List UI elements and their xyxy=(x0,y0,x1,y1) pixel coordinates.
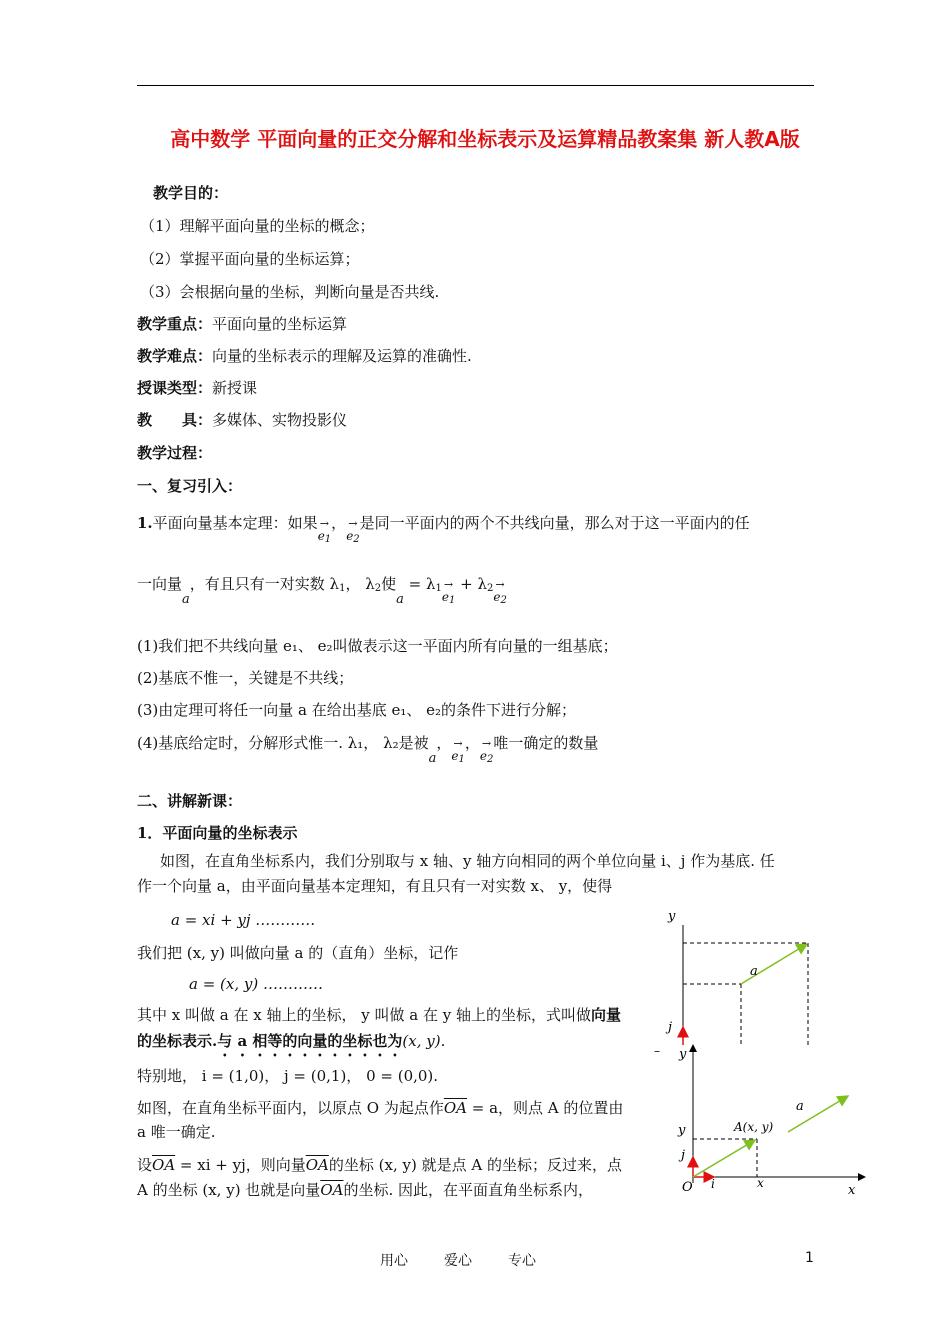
objectives-heading: 教学目的： xyxy=(153,184,229,202)
page-number: 1 xyxy=(805,1250,814,1266)
footer-motto: 用心 爱心 专心 xyxy=(380,1253,536,1269)
header-rule xyxy=(137,85,814,86)
upper-j-label: j xyxy=(668,1020,673,1035)
note-1: (1)我们把不共线向量 e₁、 e₂叫做表示这一平面内所有向量的一组基底； xyxy=(137,637,618,655)
equation-1: a = xi + yj ………… xyxy=(171,911,316,929)
svg-text:–: – xyxy=(654,1044,660,1058)
para6-line2: A 的坐标 (x, y) 也就是向量$\overline{OA}$的坐标. 因此，在平面直角坐标系内， xyxy=(137,1181,593,1199)
note-3: (3)由定理可将任一向量 a 在给出基底 e₁、 e₂的条件下进行分解； xyxy=(137,701,577,719)
equation-2: a = (x, y) ………… xyxy=(189,975,323,993)
lower-a-label: a xyxy=(796,1099,804,1114)
theorem-line-1: 1.平面向量基本定理：如果 → $e_1$， → $e_2$是同一平面内的两个不共线向量，那么对于这一平面内的任 xyxy=(137,514,750,545)
difficulty: 教学难点：向量的坐标表示的理解及运算的准确性. xyxy=(137,347,472,365)
section2-sub1: 1．平面向量的坐标表示 xyxy=(137,824,298,842)
theorem-line-2: 一向量a，有且只有一对实数 $\lambda_1$， $\lambda_2$使$a = \lambda_1$ → $e_1 + \lambda_2$ → $e_2$ xyxy=(137,575,507,607)
process-heading: 教学过程： xyxy=(137,444,213,462)
i-label: i xyxy=(711,1177,715,1191)
para4: 特别地， i = (1,0)， j = (0,1)， 0 = (0,0). xyxy=(137,1067,439,1085)
objective-2: （2）掌握平面向量的坐标运算； xyxy=(140,250,360,268)
point-A-label: A(x, y) xyxy=(734,1120,774,1134)
section1-heading: 一、复习引入： xyxy=(137,477,243,495)
para5-line2: a 唯一确定. xyxy=(137,1123,216,1141)
teaching-tools: 教 具：多媒体、实物投影仪 xyxy=(137,411,348,429)
lower-y-label: y xyxy=(679,1047,687,1062)
origin-label: O xyxy=(682,1180,693,1195)
vector-OA xyxy=(693,1140,755,1177)
note-4: (4)基底给定时，分解形式惟一. λ₁， λ₂是被a， → $e_1$， → $e_2$唯一确定的数量 xyxy=(137,734,599,766)
upper-a-label: a xyxy=(750,964,758,979)
note-2: (2)基底不惟一，关键是不共线； xyxy=(137,669,354,687)
x-axis-label: x xyxy=(848,1183,856,1198)
upper-y-label: y xyxy=(668,909,676,924)
document-title: 高中数学 平面向量的正交分解和坐标表示及运算精品教案集 新人教A版 xyxy=(170,127,800,151)
para1-line2: 作一个向量 a，由平面向量基本定理知，有且只有一对实数 x、 y，使得 xyxy=(137,877,613,895)
y-tick-label: y xyxy=(678,1123,686,1138)
para1-line1: 如图，在直角坐标系内，我们分别取与 x 轴、y 轴方向相同的两个单位向量 i、j 作为基底. 任 xyxy=(160,852,775,870)
coordinate-figure xyxy=(650,905,870,1205)
key-point: 教学重点：平面向量的坐标运算 xyxy=(137,315,348,333)
para6-line1: 设$\overline{OA}$ = xi + yj，则向量$\overline{OA}$的坐标 (x, y) 就是点 A 的坐标；反过来，点 xyxy=(137,1156,622,1174)
lesson-type: 授课类型：新授课 xyxy=(137,379,258,397)
objective-1: （1）理解平面向量的坐标的概念； xyxy=(140,217,375,235)
para2: 我们把 (x, y) 叫做向量 a 的（直角）坐标，记作 xyxy=(137,944,459,962)
j-label: j xyxy=(681,1148,686,1163)
para5-line1: 如图，在直角坐标平面内，以原点 O 为起点作$\overline{OA} = a$，则点 A 的位置由 xyxy=(137,1099,624,1117)
objective-3: （3）会根据向量的坐标，判断向量是否共线. xyxy=(140,283,440,301)
para3-line2: 的坐标表示.与 a 相等的向量的坐标也为(x, y). xyxy=(137,1032,446,1050)
section2-heading: 二、讲解新课： xyxy=(137,792,243,810)
x-tick-label: x xyxy=(757,1176,764,1190)
para3-line1: 其中 x 叫做 a 在 x 轴上的坐标， y 叫做 a 在 y 轴上的坐标，式叫做向量 xyxy=(137,1006,621,1024)
